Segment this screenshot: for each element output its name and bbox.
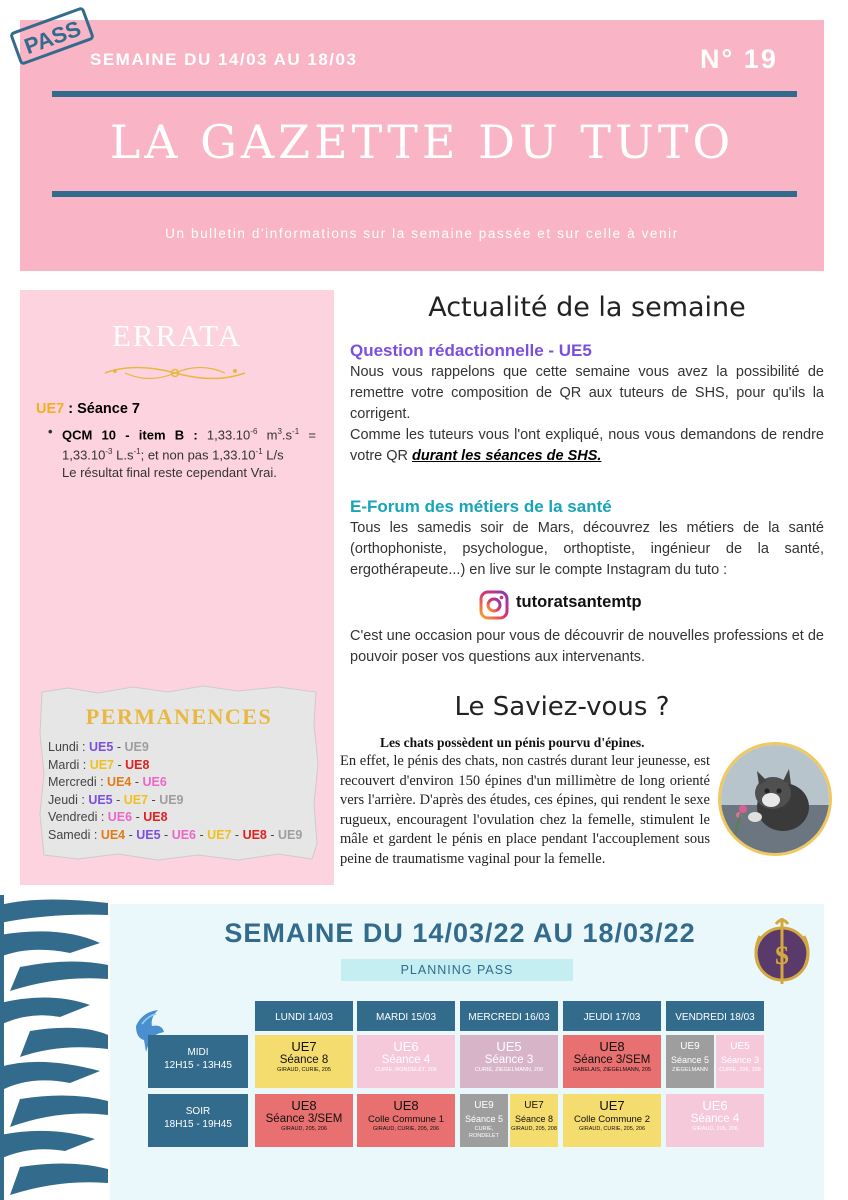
cell-ue: UE5: [730, 1041, 750, 1052]
instagram-icon: [479, 590, 509, 620]
planning-cell[interactable]: [510, 1094, 558, 1147]
permanence-sep: -: [113, 740, 125, 754]
cell-seance: Colle Commune 1: [367, 1114, 445, 1125]
permanence-ue: UE7: [89, 757, 115, 772]
slot-header: [148, 1035, 248, 1088]
permanence-sep: -: [114, 757, 126, 772]
permanence-ue: UE4: [100, 827, 126, 842]
permanence-ue: UE4: [107, 775, 132, 790]
planning-cell[interactable]: [563, 1094, 661, 1147]
permanence-ue: UE7: [123, 792, 149, 807]
cell-ue: UE7: [524, 1100, 544, 1111]
errata-ue: UE7: [36, 401, 65, 417]
kitten-photo: [718, 742, 832, 856]
errata-seance: : Séance 7: [64, 401, 140, 417]
planning-cell[interactable]: [563, 1035, 661, 1088]
permanence-row: [48, 739, 302, 757]
bullet-icon: •: [48, 424, 53, 439]
cell-seance: Colle Commune 2: [573, 1114, 651, 1125]
week-label: SEMAINE DU 14/03 AU 18/03: [90, 50, 358, 69]
cell-seance: Séance 8: [514, 1114, 554, 1124]
day-header: MARDI 15/03: [357, 1001, 455, 1031]
planning-label: PLANNING PASS: [341, 959, 573, 981]
cell-ue: UE8: [393, 1098, 419, 1113]
cell-ue: UE6: [702, 1098, 728, 1113]
cell-seance: Séance 5: [464, 1114, 504, 1124]
saviez-title: Le Saviez-vous ?: [454, 692, 670, 722]
permanence-sep: -: [160, 827, 172, 842]
cell-room: GIRAUD, CURIE, 205, 206: [372, 1126, 440, 1132]
forum-text-2: C'est une occasion pour vous de découvrir de nouvelles professions et de pouvoir poser vos questions aux intervenants.: [350, 628, 824, 665]
permanence-sep: -: [132, 810, 144, 825]
cell-ue: UE5: [496, 1039, 522, 1054]
cell-room: GIRAUD, 205, 206: [692, 1126, 738, 1132]
instagram-handle[interactable]: tutoratsantemtp: [516, 593, 642, 611]
planning-cell[interactable]: [716, 1035, 764, 1088]
permanence-ue: UE9: [124, 740, 149, 754]
title-divider-bottom: [52, 191, 797, 197]
slot-time: 12H15 - 13H45: [164, 1060, 232, 1071]
cell-seance: Séance 4: [381, 1054, 431, 1066]
permanence-ue: UE8: [125, 757, 150, 772]
qr-emphasis: durant les séances de SHS.: [412, 448, 602, 464]
day-header: JEUDI 17/03: [563, 1001, 661, 1031]
cell-room: CURIE, ZIEGELMANN, 208: [474, 1067, 544, 1073]
cell-seance: Séance 3/SEM: [265, 1113, 343, 1125]
planning-cell[interactable]: [460, 1094, 508, 1147]
cell-ue: UE8: [291, 1098, 317, 1113]
cell-room: GIRAUD, CURIE, 205, 206: [578, 1126, 646, 1132]
errata-result: Le résultat final reste cependant Vrai.: [62, 464, 277, 480]
ornament-icon: [95, 358, 255, 388]
permanence-sep: -: [266, 827, 278, 842]
planning-cell[interactable]: [460, 1035, 558, 1088]
qr-body: [350, 362, 824, 467]
permanence-day: Jeudi :: [48, 792, 89, 807]
cell-seance: Séance 8: [279, 1054, 329, 1066]
cell-ue: UE6: [393, 1039, 419, 1054]
cell-room: RABELAIS, ZIEGELMANN, 205: [573, 1067, 651, 1073]
qr-text2: Comme les tuteurs vous l'ont expliqué, nous vous demandons de rendre votre QR: [350, 427, 824, 464]
cell-seance: Séance 3/SEM: [573, 1054, 651, 1066]
permanence-row: [48, 774, 302, 792]
saviez-heading: Les chats possèdent un pénis pourvu d'épines.: [380, 735, 645, 750]
cell-ue: UE7: [291, 1039, 317, 1054]
permanence-sep: -: [231, 827, 243, 842]
permanence-day: Samedi :: [48, 827, 101, 842]
day-header: MERCREDI 16/03: [460, 1001, 558, 1031]
planning-cell[interactable]: [666, 1035, 714, 1088]
pass-stamp: [2, 6, 102, 66]
cell-ue: UE7: [599, 1098, 625, 1113]
qr-text: Nous vous rappelons que cette semaine vous avez la possibilité de remettre votre composition de QR aux tuteurs de SHS, pour qu'ils la corrigent.: [350, 364, 824, 422]
cell-room: CURIE, RONDELET: [469, 1126, 499, 1139]
permanence-sep: -: [125, 827, 137, 842]
forum-heading: E-Forum des métiers de la santé: [350, 497, 612, 516]
permanence-ue: UE6: [107, 810, 133, 825]
day-header: LUNDI 14/03: [255, 1001, 353, 1031]
planning-cell[interactable]: [357, 1035, 455, 1088]
errata-ue-heading: [36, 401, 140, 417]
cell-ue: UE8: [599, 1039, 625, 1054]
day-header: VENDREDI 18/03: [666, 1001, 764, 1031]
permanence-ue: UE6: [142, 775, 167, 790]
cell-ue: UE9: [474, 1100, 494, 1111]
slot-name: SOIR: [185, 1106, 211, 1117]
permanences-list: [48, 739, 302, 845]
planning-cell[interactable]: [255, 1094, 353, 1147]
planning-cell[interactable]: [666, 1094, 764, 1147]
permanence-ue: UE8: [143, 810, 168, 825]
forum-text: Tous les samedis soir de Mars, découvrez les métiers de la santé (orthophoniste, psychologue, orthoptiste, ingénieur de la santé, ergothérapeute...) en live sur le compte Instagram du tuto :: [350, 520, 824, 578]
permanences-title: PERMANENCES: [85, 704, 273, 729]
errata-item-label: QCM 10 - item B :: [62, 427, 198, 443]
tutorat-logo: [742, 912, 822, 992]
errata-body: • QCM 10 - item B : $1,33.10^{-6}$ $m^3.s^{-1} = 1,33.10^{-3}$ $L.s^{-1}$; et non pas $1,33.10^{-1}$ L/s Le résultat final reste cependant Vrai.: [48, 424, 316, 480]
permanence-row: [48, 809, 302, 827]
cell-seance: Séance 3: [484, 1054, 534, 1066]
pass-stamp-text: PASS: [20, 15, 85, 60]
permanence-day: Mercredi :: [48, 775, 108, 790]
permanence-day: Lundi :: [48, 740, 90, 754]
gazette-title: LA GAZETTE DU TUTO: [109, 115, 735, 169]
permanence-row: [48, 792, 302, 810]
slot-header: [148, 1094, 248, 1147]
permanence-ue: UE9: [159, 792, 184, 807]
cell-seance: Séance 3: [720, 1055, 760, 1065]
permanence-day: Vendredi :: [48, 810, 108, 825]
gazette-subtitle: Un bulletin d'informations sur la semaine passée et sur celle à venir: [165, 226, 679, 241]
permanence-row: [48, 757, 302, 775]
planning-cell[interactable]: [255, 1035, 353, 1088]
permanence-ue: UE5: [88, 792, 113, 807]
title-divider-top: [52, 91, 797, 97]
cell-seance: Séance 5: [670, 1055, 710, 1065]
permanence-day: Mardi :: [48, 757, 90, 772]
cell-room: CURIE, 206, 208: [719, 1067, 761, 1073]
planning-week: SEMAINE DU 14/03/22 AU 18/03/22: [224, 918, 696, 948]
qr-heading: Question rédactionnelle - UE5: [350, 341, 592, 360]
permanence-sep: -: [131, 775, 143, 790]
cell-room: GIRAUD, CURIE, 205: [277, 1067, 331, 1073]
cell-room: ZIEGELMANN: [672, 1067, 708, 1073]
cell-ue: UE9: [680, 1041, 700, 1052]
permanence-ue: UE7: [207, 827, 232, 842]
permanence-ue: UE6: [171, 827, 197, 842]
permanence-row: [48, 827, 302, 845]
planning-cell[interactable]: [357, 1094, 455, 1147]
cell-seance: Séance 4: [690, 1113, 740, 1125]
permanence-sep: -: [196, 827, 208, 842]
saviez-text: En effet, le pénis des chats, non castrés durant leur jeunesse, est recouvert d'environ 150 épines d'un millimètre de long orienté vers l'arrière. D'après des études, ces épines, qui rendent le sexe rugueux, encouragent l'ovulation chez la femelle, stimulent le mâle et gardent le pénis en place pendant l'accouplement sous peine de traumatisme vaginal pour la femelle.: [340, 753, 710, 867]
permanence-ue: UE9: [278, 827, 303, 842]
permanence-sep: -: [112, 792, 124, 807]
cell-room: GIRAUD, 205, 208: [511, 1126, 557, 1132]
news-title: Actualité de la semaine: [428, 292, 746, 323]
permanence-ue: UE5: [89, 740, 114, 754]
cell-room: GIRAUD, 205, 206: [281, 1126, 327, 1132]
permanence-sep: -: [148, 792, 160, 807]
slot-time: 18H15 - 19H45: [164, 1119, 232, 1130]
cell-room: CURIE, RONDELET, 206: [375, 1067, 437, 1073]
slot-name: MIDI: [187, 1047, 209, 1058]
zebra-pattern: [0, 895, 110, 1200]
svg-text:S: S: [774, 941, 790, 970]
permanence-ue: UE8: [242, 827, 267, 842]
issue-number: N° 19: [700, 44, 778, 74]
permanence-ue: UE5: [136, 827, 161, 842]
errata-title: ERRATA: [111, 318, 243, 353]
